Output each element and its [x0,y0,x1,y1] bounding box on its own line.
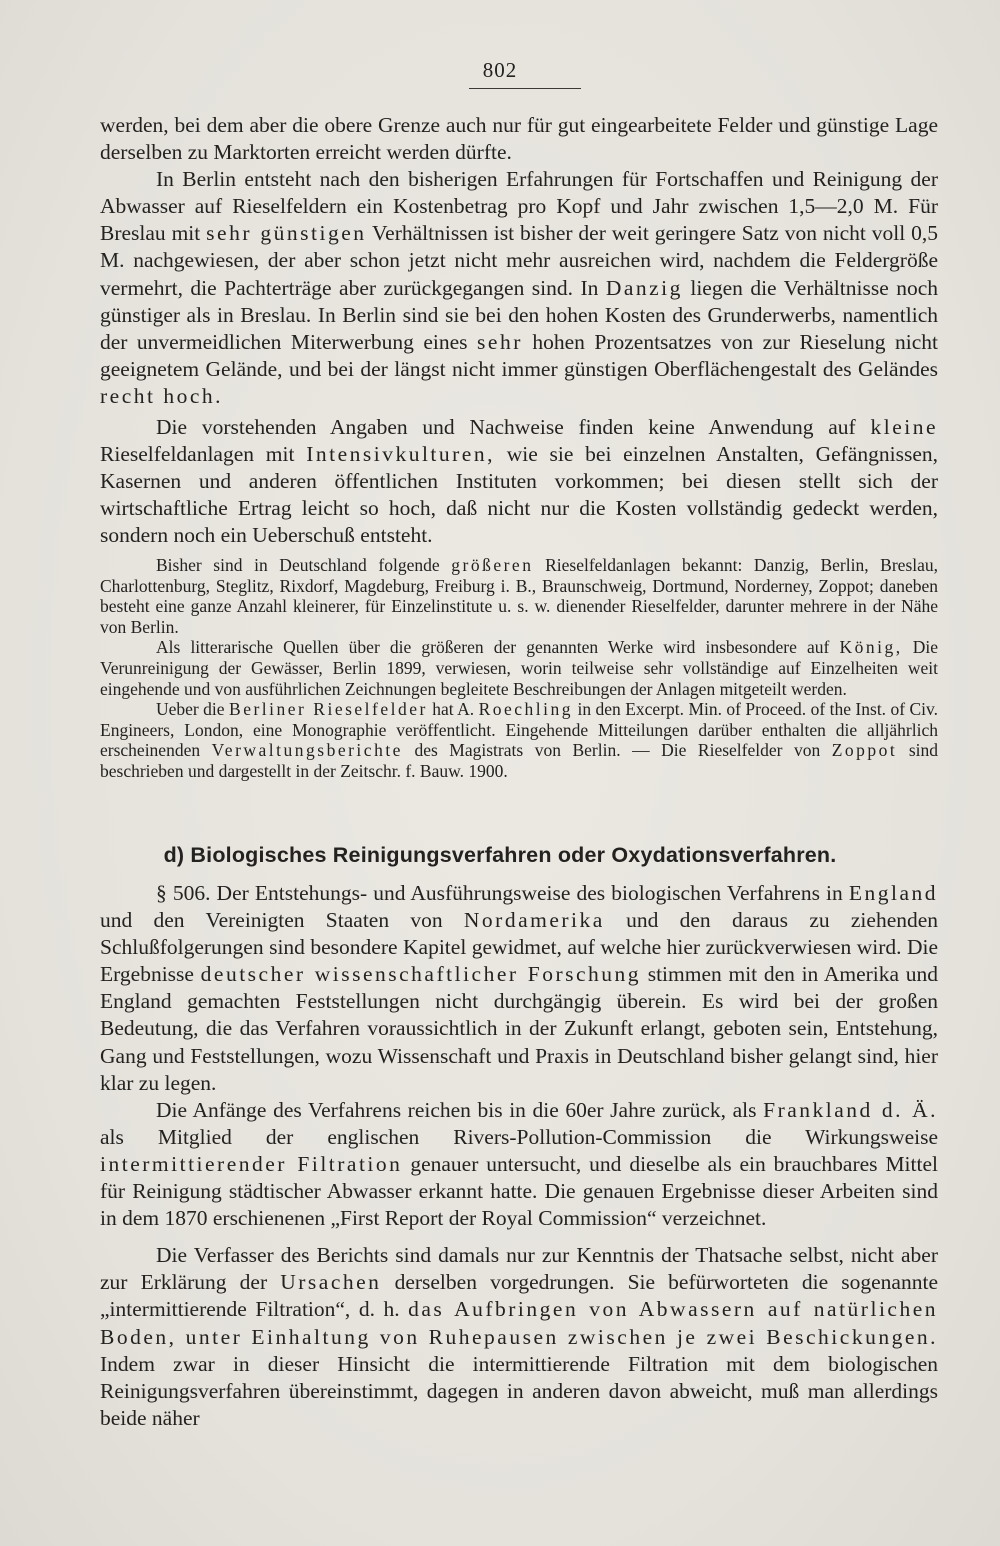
note-installations: Bisher sind in Deutschland folgende größeren Rieselfeldanlagen bekannt: Danzig, Berlin, Breslau, Charlottenburg, Steglitz, Rixdorf, Magdeburg, Freiburg i. B., Braunschweig, Dortmund, Norderney, Zoppot; daneben besteht eine ganze Anzahl kleinerer, für Einzelinstitute u. s. w. dienender Rieselfelder, darunter mehrere in der Nähe von Berlin. [100,555,939,637]
section-heading: d) Biologisches Reinigungsverfahren oder Oxydationsverfahren. [163,843,837,867]
note-berlin: Ueber die Berliner Rieselfelder hat A. Roechling in den Excerpt. Min. of Proceed. of the Inst. of Civ. Engineers, London, eine Monographie veröffentlicht. Eingehende Mitteilungen darüber enthalten die alljährlich erscheinenden Verwaltungsberichte des Magistrats von Berlin. — Die Rieselfelder von Zoppot sind beschrieben und dargestellt in der Zeitschr. f. Bauw. 1900. [100,699,939,781]
page-number-rule [469,88,581,89]
paragraph-section-506: § 506. Der Entstehungs- und Ausführungsweise des biologischen Verfahrens in England und den Vereinigten Staaten von Nordamerika und den daraus zu ziehenden Schlußfolgerungen sind besondere Kapitel gewidmet, auf welche hier zurückverwiesen wird. Die Ergebnisse deutscher wissenschaftlicher Forschung stimmen mit den in Amerika und England gemachten Feststellungen nicht durchgängig überein. Es wird bei der großen Bedeutung, die das Verfahren voraussichtlich in der Zukunft erlangt, geboten sein, Entstehung, Gang und Feststellungen, wozu Wissenschaft und Praxis in Deutschland bisher gelangt sind, hier klar zu legen. [100,881,939,1095]
notes-block [100,555,938,782]
note-sources: Als litterarische Quellen über die größeren der genannten Werke wird insbesondere auf König, Die Verunreinigung der Gewässer, Berlin 1899, verwiesen, worin teilweise sehr vollständige auf Einzelheiten weit eingehende und von ausführlichen Zeichnungen begleitete Beschreibungen der Anlagen mitgeteilt werden. [100,637,939,699]
paragraph-small-installations: Die vorstehenden Angaben und Nachweise finden keine Anwendung auf kleine Rieselfeldanlagen mit Intensivkulturen, wie sie bei einzelnen Anstalten, Gefängnissen, Kasernen und anderen öffentlichen Instituten vorkommen; bei diesen stellt sich der wirtschaftliche Ertrag leicht so hoch, daß nicht nur die Kosten vollständig gedeckt werden, sondern noch ein Ueberschuß entsteht. [100,415,939,548]
paragraph-origins: Die Anfänge des Verfahrens reichen bis in die 60er Jahre zurück, als Frankland d. Ä. als Mitglied der englischen Rivers-Pollution-Commission die Wirkungsweise intermittierender Filtration genauer untersucht, und dieselbe als ein brauchbares Mittel für Reinigung städtischer Abwasser erkannt hatte. Die genauen Ergebnisse dieser Arbeiten sind in dem 1870 erschienenen „First Report der Royal Commission“ verzeichnet. [100,1097,939,1231]
page-number: 802 [482,58,518,82]
upper-text-block [100,112,938,550]
paragraph-costs: In Berlin entsteht nach den bisherigen Erfahrungen für Fortschaffen und Reinigung der Abwasser auf Rieselfeldern ein Kostenbetrag pro Kopf und Jahr zwischen 1,5—2,0 M. Für Breslau mit sehr günstigen Verhältnissen ist bisher der weit geringere Satz von nicht voll 0,5 M. nachgewiesen, der aber schon jetzt nicht mehr ausreichen wird, nachdem die Feldergröße vermehrt, die Pachterträge aber zurückgegangen sind. In Danzig liegen die Verhältnisse noch günstiger als in Breslau. In Berlin sind sie bei den hohen Kosten des Grunderwerbs, namentlich der unvermeidlichen Miterwerbung eines sehr hohen Prozentsatzes von zur Rieselung nicht geeignetem Gelände, und bei der längst nicht immer günstigen Oberflächengestalt des Geländes recht hoch. [100,167,938,408]
lower-text-block [100,880,938,1432]
paragraph-report-authors: Die Verfasser des Berichts sind damals nur zur Kenntnis der Thatsache selbst, nicht aber zur Erklärung der Ursachen derselben vorgedrungen. Sie befürworteten die sogenannte „intermittierende Filtration“, d. h. das Aufbringen von Abwassern auf natürlichen Boden, unter Einhaltung von Ruhepausen zwischen je zwei Beschickungen. Indem zwar in dieser Hinsicht die intermittierende Filtration mit dem biologischen Reinigungsverfahren übereinstimmt, dagegen in anderen davon abweicht, muß man allerdings beide näher [100,1243,938,1430]
paragraph-continuation: werden, bei dem aber die obere Grenze auch nur für gut eingearbeitete Felder und günstige Lage derselben zu Marktorten erreicht werden dürfte. [100,113,938,165]
